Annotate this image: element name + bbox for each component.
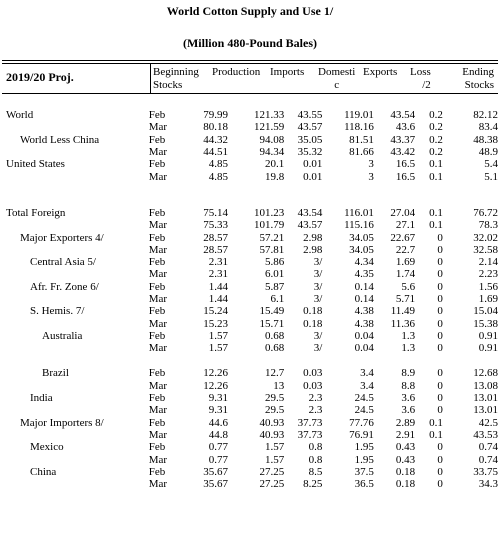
month-cell: Mar — [148, 170, 168, 183]
value-cell: 76.91 — [349, 428, 374, 441]
value-cell: 43.57 — [297, 121, 323, 134]
value-cell: 13.01 — [473, 392, 498, 405]
table-row — [2, 317, 498, 329]
value-cell: 35.32 — [297, 146, 323, 159]
table-row — [2, 158, 498, 170]
value-cell: 40.93 — [259, 428, 285, 441]
value-cell: 4.35 — [354, 268, 374, 281]
value-cell: 22.7 — [395, 243, 416, 256]
value-cell: 0.43 — [395, 441, 416, 454]
value-cell: 5.1 — [484, 170, 498, 183]
month-cell: Mar — [148, 121, 168, 134]
value-cell: 4.85 — [208, 170, 228, 183]
value-cell: 0.03 — [303, 379, 323, 392]
region-cell — [2, 342, 149, 354]
value-cell: 0.14 — [354, 280, 374, 293]
value-cell: 3.4 — [360, 367, 374, 380]
value-cell: 43.6 — [395, 121, 416, 134]
region-cell: United States — [6, 158, 65, 171]
value-cell: 0.68 — [265, 342, 285, 355]
value-cell: 43.54 — [297, 206, 323, 219]
value-cell: 77.76 — [349, 416, 374, 429]
value-cell: 28.57 — [203, 243, 228, 256]
value-cell: 82.12 — [473, 109, 498, 122]
month-cell: Feb — [148, 305, 166, 318]
region-cell — [2, 219, 149, 231]
month-cell: Mar — [148, 379, 168, 392]
region-cell — [2, 380, 149, 392]
value-cell: 1.44 — [208, 293, 228, 305]
table-row — [2, 367, 498, 379]
region-cell: China — [30, 465, 57, 478]
table-row — [2, 121, 498, 133]
month-cell: Feb — [148, 256, 166, 269]
column-header-ending-stocks: Ending Stocks — [462, 66, 494, 91]
value-cell: 8.8 — [401, 379, 416, 392]
value-cell: 29.5 — [265, 392, 285, 405]
value-cell: 44.6 — [208, 416, 228, 429]
value-cell: 2.89 — [395, 416, 416, 429]
value-cell: 0.01 — [303, 158, 323, 171]
value-cell: 0 — [437, 478, 443, 491]
region-cell: India — [30, 392, 53, 405]
value-cell: 0.74 — [478, 453, 498, 466]
table-row — [2, 404, 498, 416]
value-cell: 0.43 — [395, 453, 416, 466]
table-row — [2, 134, 498, 146]
value-cell: 42.5 — [478, 416, 498, 429]
value-cell: 75.14 — [203, 206, 228, 219]
value-cell: 0 — [437, 329, 443, 342]
value-cell: 0.14 — [354, 293, 374, 305]
value-cell: 0.2 — [429, 146, 443, 159]
value-cell: 0 — [437, 268, 443, 281]
value-cell: 0 — [437, 305, 443, 318]
month-cell: Mar — [148, 342, 168, 355]
value-cell: 48.38 — [473, 133, 498, 146]
value-cell: 83.4 — [478, 121, 498, 134]
value-cell: 1.69 — [478, 293, 498, 305]
value-cell: 0.1 — [429, 158, 443, 171]
month-cell: Feb — [148, 133, 166, 146]
value-cell: 37.73 — [297, 428, 323, 441]
value-cell: 1.57 — [265, 441, 285, 454]
value-cell: 22.67 — [390, 231, 416, 244]
value-cell: 0.74 — [478, 441, 498, 454]
value-cell: 0.2 — [429, 109, 443, 122]
value-cell: 94.08 — [259, 133, 285, 146]
value-cell: 0 — [437, 465, 443, 478]
table-row — [2, 478, 498, 490]
value-cell: 11.36 — [390, 317, 416, 330]
value-cell: 57.21 — [259, 231, 285, 244]
value-cell: 2.3 — [308, 392, 323, 405]
value-cell: 0.1 — [429, 428, 443, 441]
value-cell: 5.4 — [484, 158, 498, 171]
value-cell: 1.95 — [354, 441, 374, 454]
value-cell: 32.58 — [473, 243, 498, 256]
table-row — [2, 207, 498, 219]
value-cell: 79.99 — [203, 109, 228, 122]
value-cell: 13.01 — [473, 404, 498, 417]
page-subtitle: (Million 480-Pound Bales) — [182, 36, 317, 50]
region-cell: World Less China — [20, 133, 100, 146]
value-cell: 0 — [437, 256, 443, 269]
value-cell: 4.38 — [354, 317, 374, 330]
value-cell: 0.18 — [395, 465, 416, 478]
table-row — [2, 293, 498, 305]
value-cell: 29.5 — [265, 404, 285, 417]
value-cell: 0.1 — [429, 416, 443, 429]
value-cell: 11.49 — [390, 305, 416, 318]
column-header-imports: Imports — [270, 66, 305, 78]
value-cell: 5.86 — [265, 256, 285, 269]
month-cell: Mar — [148, 219, 168, 232]
value-cell: 0.18 — [303, 317, 323, 330]
value-cell: 119.01 — [344, 109, 374, 122]
month-cell: Feb — [148, 441, 166, 454]
value-cell: 1.44 — [208, 280, 228, 293]
value-cell: 27.25 — [259, 478, 285, 491]
page-title: World Cotton Supply and Use 1/ — [166, 4, 334, 18]
value-cell: 48.9 — [478, 146, 498, 159]
region-cell — [2, 478, 149, 490]
column-header-exports: Exports — [363, 66, 398, 78]
month-cell: Feb — [148, 280, 166, 293]
value-cell: 5.87 — [265, 280, 285, 293]
region-cell: Major Importers 8/ — [20, 416, 104, 429]
value-cell: 1.57 — [265, 453, 285, 466]
value-cell: 13 — [273, 379, 285, 392]
value-cell: 2.14 — [478, 256, 498, 269]
value-cell: 9.31 — [208, 392, 228, 405]
value-cell: 2.31 — [208, 256, 228, 269]
value-cell: 16.5 — [395, 158, 416, 171]
value-cell: 1.74 — [395, 268, 416, 281]
table-row — [2, 330, 498, 342]
value-cell: 33.75 — [473, 465, 498, 478]
value-cell: 80.18 — [203, 121, 228, 134]
value-cell: 0 — [437, 293, 443, 305]
value-cell: 3/ — [313, 256, 323, 269]
header-rule-top — [2, 60, 498, 61]
month-cell: Feb — [148, 465, 166, 478]
region-cell — [2, 293, 149, 305]
value-cell: 0.68 — [265, 329, 285, 342]
value-cell: 2.98 — [303, 231, 323, 244]
table-row — [2, 392, 498, 404]
table-row — [2, 466, 498, 478]
value-cell: 121.59 — [254, 121, 285, 134]
table-row — [2, 441, 498, 453]
value-cell: 0.91 — [478, 342, 498, 355]
value-cell: 3.6 — [401, 404, 416, 417]
value-cell: 6.1 — [270, 293, 285, 305]
value-cell: 12.7 — [265, 367, 285, 380]
value-cell: 3/ — [313, 280, 323, 293]
column-header-beginning-stocks: Beginning Stocks — [153, 66, 199, 91]
value-cell: 15.49 — [259, 305, 285, 318]
value-cell: 3 — [368, 158, 374, 171]
value-cell: 0.77 — [208, 441, 228, 454]
value-cell: 8.25 — [303, 478, 323, 491]
value-cell: 16.5 — [395, 170, 416, 183]
value-cell: 0.91 — [478, 329, 498, 342]
value-cell: 44.8 — [208, 428, 228, 441]
table-row — [2, 380, 498, 392]
value-cell: 5.71 — [395, 293, 416, 305]
region-cell: Australia — [42, 329, 83, 342]
value-cell: 1.3 — [401, 329, 416, 342]
value-cell: 43.55 — [297, 109, 323, 122]
value-cell: 94.34 — [259, 146, 285, 159]
value-cell: 28.57 — [203, 231, 228, 244]
value-cell: 43.57 — [297, 219, 323, 232]
value-cell: 3/ — [313, 293, 323, 305]
region-cell — [2, 404, 149, 416]
month-cell: Feb — [148, 158, 166, 171]
value-cell: 27.04 — [390, 206, 416, 219]
month-cell: Mar — [148, 404, 168, 417]
value-cell: 27.25 — [259, 465, 285, 478]
column-header-domestic: Domesti c — [318, 66, 356, 91]
region-cell: Central Asia 5/ — [30, 256, 96, 269]
region-cell: World — [6, 109, 34, 122]
value-cell: 27.1 — [395, 219, 416, 232]
value-cell: 0.77 — [208, 453, 228, 466]
region-cell — [2, 121, 149, 133]
table-row — [2, 453, 498, 465]
month-cell: Feb — [148, 206, 166, 219]
table-row — [2, 429, 498, 441]
value-cell: 0.18 — [303, 305, 323, 318]
region-cell: Afr. Fr. Zone 6/ — [30, 280, 99, 293]
value-cell: 0 — [437, 392, 443, 405]
value-cell: 0 — [437, 441, 443, 454]
month-cell: Feb — [148, 109, 166, 122]
table-row — [2, 342, 498, 354]
region-cell: Total Foreign — [6, 206, 66, 219]
value-cell: 0.01 — [303, 170, 323, 183]
value-cell: 2.31 — [208, 268, 228, 281]
value-cell: 75.33 — [203, 219, 228, 232]
value-cell: 1.95 — [354, 453, 374, 466]
value-cell: 43.54 — [390, 109, 416, 122]
value-cell: 76.72 — [473, 206, 498, 219]
value-cell: 2.23 — [478, 268, 498, 281]
value-cell: 34.3 — [478, 478, 498, 491]
header-divider — [150, 63, 151, 93]
value-cell: 0.1 — [429, 170, 443, 183]
region-cell: S. Hemis. 7/ — [30, 305, 85, 318]
table-row — [2, 109, 498, 121]
region-cell: Mexico — [30, 441, 64, 454]
region-cell — [2, 244, 149, 256]
value-cell: 57.81 — [259, 243, 285, 256]
month-cell: Feb — [148, 231, 166, 244]
value-cell: 1.57 — [208, 342, 228, 355]
value-cell: 24.5 — [354, 404, 374, 417]
value-cell: 3.4 — [360, 379, 374, 392]
value-cell: 0 — [437, 280, 443, 293]
region-cell — [2, 146, 149, 158]
value-cell: 35.67 — [203, 465, 228, 478]
value-cell: 12.68 — [473, 367, 498, 380]
value-cell: 43.42 — [390, 146, 416, 159]
value-cell: 4.34 — [354, 256, 374, 269]
row-spacer — [2, 183, 498, 207]
value-cell: 0.03 — [303, 367, 323, 380]
value-cell: 32.02 — [473, 231, 498, 244]
value-cell: 43.37 — [390, 133, 416, 146]
table-row — [2, 305, 498, 317]
region-cell — [2, 268, 149, 280]
value-cell: 0 — [437, 317, 443, 330]
region-cell — [2, 170, 149, 182]
value-cell: 19.8 — [265, 170, 285, 183]
value-cell: 13.08 — [473, 379, 498, 392]
value-cell: 3/ — [313, 329, 323, 342]
month-cell: Feb — [148, 392, 166, 405]
table-row — [2, 146, 498, 158]
value-cell: 0 — [437, 243, 443, 256]
header-rule-bottom — [2, 93, 498, 94]
value-cell: 37.5 — [354, 465, 374, 478]
region-cell — [2, 317, 149, 329]
value-cell: 116.01 — [344, 206, 374, 219]
value-cell: 36.5 — [354, 478, 374, 491]
region-cell — [2, 429, 149, 441]
month-cell: Mar — [148, 453, 168, 466]
month-cell: Mar — [148, 243, 168, 256]
value-cell: 35.67 — [203, 478, 228, 491]
value-cell: 24.5 — [354, 392, 374, 405]
value-cell: 2.3 — [308, 404, 323, 417]
table-row — [2, 244, 498, 256]
value-cell: 0.1 — [429, 206, 443, 219]
column-header-loss: Loss /2 — [410, 66, 431, 91]
table-row — [2, 417, 498, 429]
value-cell: 0.18 — [395, 478, 416, 491]
projection-label: 2019/20 Proj. — [6, 70, 74, 84]
value-cell: 1.69 — [395, 256, 416, 269]
table-row — [2, 170, 498, 182]
region-cell: Major Exporters 4/ — [20, 231, 104, 244]
value-cell: 37.73 — [297, 416, 323, 429]
value-cell: 115.16 — [344, 219, 374, 232]
header-rule-top-double — [2, 63, 498, 64]
table-row — [2, 219, 498, 231]
value-cell: 0 — [437, 453, 443, 466]
value-cell: 6.01 — [265, 268, 285, 281]
value-cell: 0 — [437, 404, 443, 417]
value-cell: 3/ — [313, 268, 323, 281]
month-cell: Feb — [148, 367, 166, 380]
row-spacer — [2, 354, 498, 367]
value-cell: 43.53 — [473, 428, 498, 441]
value-cell: 118.16 — [344, 121, 374, 134]
value-cell: 101.23 — [254, 206, 285, 219]
value-cell: 15.04 — [473, 305, 498, 318]
value-cell: 15.71 — [259, 317, 285, 330]
month-cell: Mar — [148, 268, 168, 281]
value-cell: 0.1 — [429, 219, 443, 232]
table-row — [2, 231, 498, 243]
month-cell: Mar — [148, 293, 168, 305]
value-cell: 2.91 — [395, 428, 416, 441]
value-cell: 2.98 — [303, 243, 323, 256]
value-cell: 12.26 — [203, 367, 228, 380]
month-cell: Mar — [148, 146, 168, 159]
value-cell: 0.04 — [354, 342, 374, 355]
cotton-supply-table — [2, 109, 498, 490]
value-cell: 20.1 — [265, 158, 285, 171]
value-cell: 12.26 — [203, 379, 228, 392]
value-cell: 15.24 — [203, 305, 228, 318]
value-cell: 0 — [437, 379, 443, 392]
value-cell: 15.23 — [203, 317, 228, 330]
value-cell: 0.8 — [308, 453, 323, 466]
value-cell: 5.6 — [401, 280, 416, 293]
value-cell: 3.6 — [401, 392, 416, 405]
value-cell: 0.8 — [308, 441, 323, 454]
value-cell: 0.2 — [429, 121, 443, 134]
value-cell: 15.38 — [473, 317, 498, 330]
value-cell: 44.51 — [203, 146, 228, 159]
value-cell: 0 — [437, 231, 443, 244]
region-cell — [2, 453, 149, 465]
value-cell: 44.32 — [203, 133, 228, 146]
table-row — [2, 256, 498, 268]
value-cell: 3 — [368, 170, 374, 183]
table-row — [2, 268, 498, 280]
value-cell: 1.57 — [208, 329, 228, 342]
value-cell: 35.05 — [297, 133, 323, 146]
value-cell: 34.05 — [349, 243, 374, 256]
value-cell: 8.9 — [401, 367, 416, 380]
value-cell: 0 — [437, 367, 443, 380]
value-cell: 0 — [437, 342, 443, 355]
value-cell: 34.05 — [349, 231, 374, 244]
value-cell: 81.51 — [349, 133, 374, 146]
value-cell: 4.38 — [354, 305, 374, 318]
region-cell: Brazil — [42, 367, 69, 380]
value-cell: 78.3 — [478, 219, 498, 232]
month-cell: Feb — [148, 416, 166, 429]
value-cell: 4.85 — [208, 158, 228, 171]
value-cell: 3/ — [313, 342, 323, 355]
month-cell: Mar — [148, 478, 168, 491]
value-cell: 101.79 — [254, 219, 285, 232]
value-cell: 8.5 — [308, 465, 323, 478]
table-row — [2, 281, 498, 293]
value-cell: 9.31 — [208, 404, 228, 417]
value-cell: 40.93 — [259, 416, 285, 429]
value-cell: 1.56 — [478, 280, 498, 293]
month-cell: Mar — [148, 317, 168, 330]
value-cell: 81.66 — [349, 146, 374, 159]
value-cell: 0.04 — [354, 329, 374, 342]
value-cell: 121.33 — [254, 109, 285, 122]
month-cell: Feb — [148, 329, 166, 342]
month-cell: Mar — [148, 428, 168, 441]
value-cell: 1.3 — [401, 342, 416, 355]
column-header-production: Production — [212, 66, 261, 78]
value-cell: 0.2 — [429, 133, 443, 146]
